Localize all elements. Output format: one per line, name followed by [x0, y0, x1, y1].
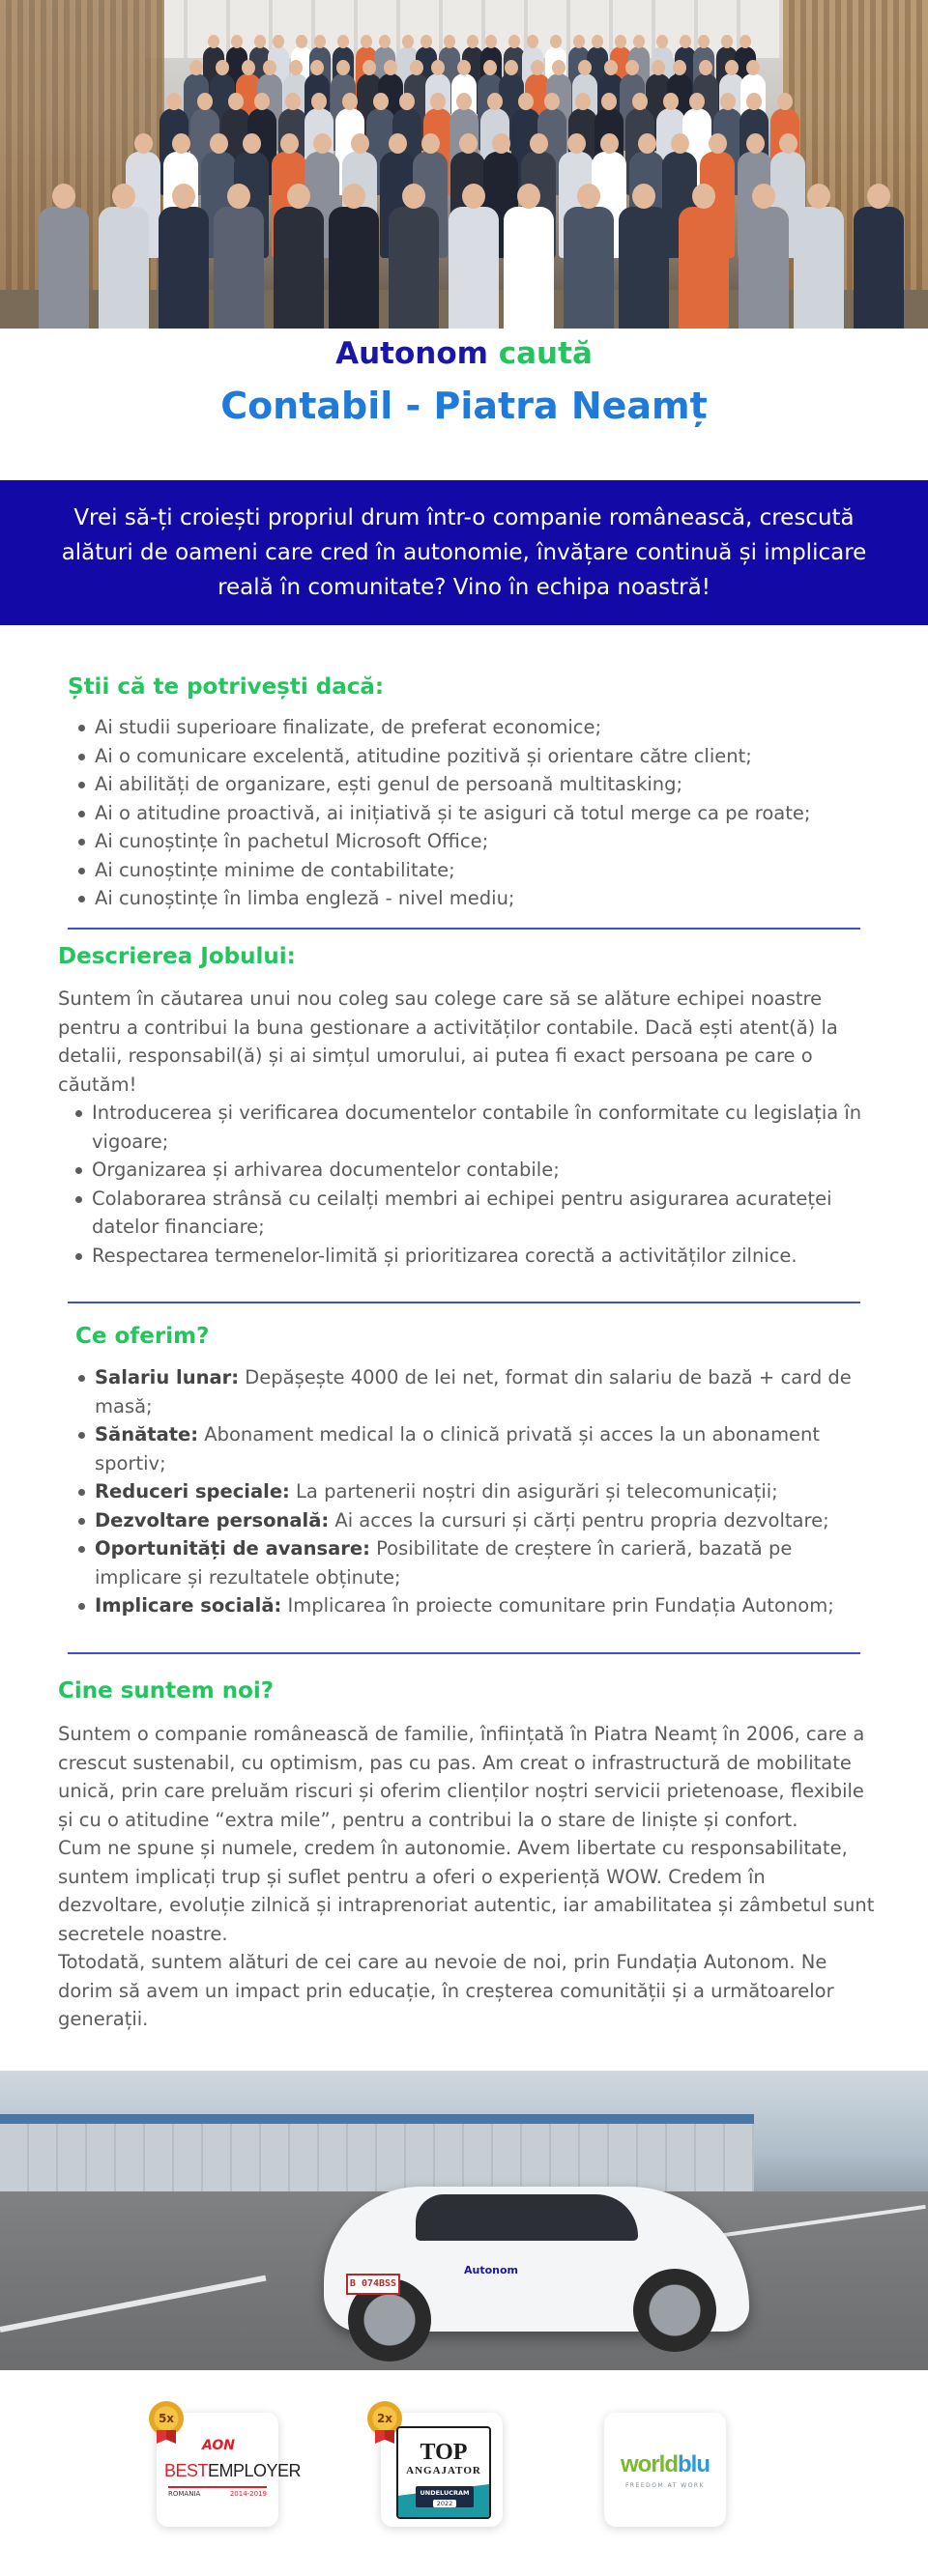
about-paragraph: Cum ne spune și numele, credem în autonomie. Avem libertate cu responsabilitate, suntem implicați trup și suflet pentru a oferi o experiență WOW. Credem în dezvoltare, evoluție zilnică și intraprenoriat autentic, iar amabilitatea și zâmbetul sunt secretele noastre. [58, 1837, 875, 1945]
intro-banner [0, 480, 928, 625]
requirements-list [75, 713, 868, 913]
offer-label: Reduceri speciale: [95, 1480, 290, 1503]
offer-text: La partenerii noștri din asigurări și telecomunicații; [289, 1480, 778, 1503]
company-car-photo [0, 2071, 928, 2370]
award-years: 2014-2019 [229, 2490, 267, 2498]
requirements-title: Știi că te potrivești dacă: [68, 674, 385, 700]
brand-name: Autonom [335, 336, 488, 371]
list-item: Organizarea și arhivarea documentelor contabile; [72, 1156, 865, 1185]
award-source: UNDELUCRAM [420, 2489, 470, 2497]
intro-banner-text: Vrei să-ți croiești propriul drum într-o companie românească, crescută alături de oameni care cred în autonomie, învățare continuă și implicare reală în comunitate? Vino în echipa noastră! [61, 505, 867, 600]
list-item [75, 1363, 868, 1420]
list-item: Ai cunoștințe în limba engleză - nivel mediu; [75, 884, 868, 913]
award-count-badge: 2x [367, 2401, 402, 2436]
worldblu-tagline: FREEDOM AT WORK [624, 2482, 706, 2489]
offer-label: Sănătate: [95, 1423, 199, 1445]
worldblu-logo: worldblu [621, 2451, 710, 2477]
offer-title: Ce oferim? [75, 1324, 210, 1349]
section-divider [68, 928, 860, 930]
list-item: Ai studii superioare finalizate, de preferat economice; [75, 713, 868, 742]
section-divider [68, 1652, 860, 1654]
award-year: 2022 [433, 2500, 456, 2507]
award-title: BESTEMPLOYER [164, 2461, 302, 2480]
offer-label: Oportunități de avansare: [95, 1537, 370, 1560]
list-item [75, 1477, 868, 1506]
offer-label: Implicare socială: [95, 1594, 282, 1617]
award-top-angajator [376, 2412, 503, 2527]
car-door-logo: Autonom [464, 2264, 519, 2276]
offer-label: Salariu lunar: [95, 1366, 240, 1388]
award-subtitle: ANGAJATOR [406, 2465, 481, 2476]
award-title: TOP [420, 2440, 468, 2465]
award-aon-best-employer [157, 2412, 302, 2527]
list-item [75, 1420, 868, 1477]
award-count-badge: 5x [149, 2401, 184, 2436]
list-item [75, 1591, 868, 1620]
award-country: ROMANIA [168, 2490, 201, 2498]
about-title: Cine suntem noi? [58, 1678, 275, 1703]
offer-text: Implicarea în proiecte comunitare prin Fundația Autonom; [281, 1594, 834, 1617]
offer-text: Posibilitate de creștere în carieră, bazată pe implicare și rezultatele obținute; [95, 1537, 793, 1589]
offer-text: Depășește 4000 de lei net, format din salariu de bază + card de masă; [95, 1366, 852, 1417]
license-plate: B 074BSS [346, 2274, 400, 2295]
aon-logo: AON [201, 2438, 236, 2453]
list-item [75, 1534, 868, 1591]
offer-text: Ai acces la cursuri și cărți pentru propria dezvoltare; [329, 1508, 829, 1531]
offer-text: Abonament medical la o clinică privată și acces la un abonament sportiv; [95, 1423, 821, 1474]
about-paragraph: Suntem o companie românească de familie, înființată în Piatra Neamț în 2006, care a crescut sustenabil, cu optimism, pas cu pas. Am creat o infrastructură de mobilitate unică, prin care preluăm riscuri și oferim clienților noștri servicii prietenoase, flexibile și cu o atitudine “extra mile”, pentru a contribui la o stare de liniște și confort. [58, 1723, 865, 1831]
job-description-title: Descrierea Jobului: [58, 944, 296, 969]
section-divider [68, 1302, 860, 1303]
award-worldblu [604, 2413, 726, 2527]
job-description-intro: Suntem în căutarea unui nou coleg sau colege care să se alăture echipei noastre pentru a contribui la buna gestionare a activităților contabile. Dacă ești atent(ă) la detalii, responsabil(ă) și ai simțul umorului, ai putea fi exact persoana pe care o căutăm! [58, 987, 838, 1096]
list-item: Ai o comunicare excelentă, atitudine pozitivă și orientare către client; [75, 742, 868, 771]
offer-list [75, 1363, 868, 1620]
heading-verb: caută [498, 336, 593, 371]
list-item: Respectarea termenelor-limită și prioritizarea corectă a activităților zilnice. [72, 1242, 865, 1271]
list-item: Introducerea și verificarea documentelor contabile în conformitate cu legislația în vigoare; [72, 1099, 865, 1156]
job-title: Contabil - Piatra Neamț [220, 385, 708, 427]
offer-label: Dezvoltare personală: [95, 1508, 330, 1531]
hero-team-photo [0, 0, 928, 329]
list-item: Colaborarea strânsă cu ceilalți membri ai echipei pentru asigurarea acurateței datelor financiare; [72, 1185, 865, 1242]
job-tasks-list [72, 1099, 865, 1270]
list-item: Ai cunoștințe minime de contabilitate; [75, 856, 868, 885]
list-item: Ai o atitudine proactivă, ai inițiativă și te asiguri că totul merge ca pe roate; [75, 799, 868, 828]
page-heading [0, 336, 928, 371]
list-item: Ai cunoștințe în pachetul Microsoft Office; [75, 827, 868, 856]
about-text [58, 1720, 875, 2034]
list-item: Ai abilități de organizare, ești genul de persoană multitasking; [75, 770, 868, 799]
list-item [75, 1506, 868, 1535]
about-paragraph: Totodată, suntem alături de cei care au nevoie de noi, prin Fundația Autonom. Ne dorim să avem un impact prin educație, în creșterea comunității și a următoarelor generații. [58, 1951, 834, 2030]
